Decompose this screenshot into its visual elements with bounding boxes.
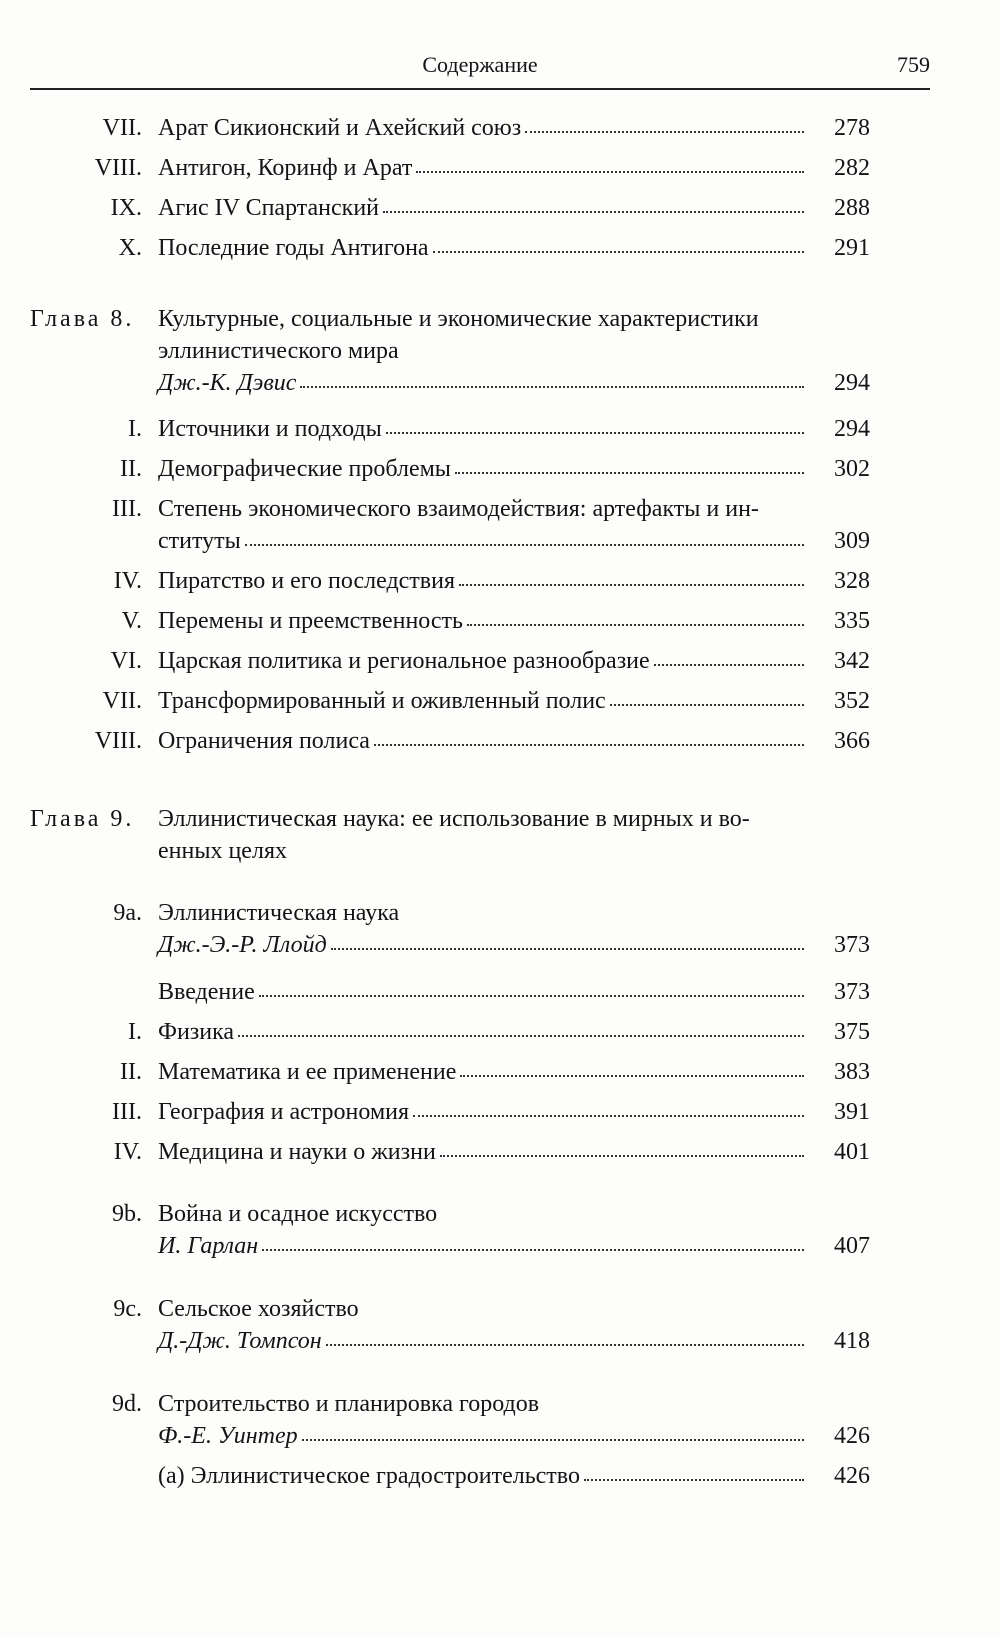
entry-page: 375 [834, 1019, 870, 1045]
section-number: 9c. [113, 1296, 142, 1322]
leader-dots [238, 1015, 804, 1037]
chapter-title: Эллинистическая наука: ее использование в мирных и во- [158, 806, 750, 832]
toc-entry[interactable] [0, 453, 1000, 489]
entry-title: Введение [158, 979, 255, 1005]
leader-dots [654, 644, 804, 666]
entry-page: 328 [834, 568, 870, 594]
leader-dots [331, 928, 804, 950]
entry-title: Арат Сикионский и Ахейский союз [158, 115, 522, 141]
entry-number: VII. [102, 688, 142, 714]
entry-page: 407 [834, 1233, 870, 1259]
entry-title: Антигон, Коринф и Арат [158, 155, 413, 181]
leader-dots [383, 191, 804, 213]
entry-title: Агис IV Спартанский [158, 195, 380, 221]
entry-page: 352 [834, 688, 870, 714]
entry-title: География и астрономия [158, 1099, 410, 1125]
toc-author-entry[interactable] [0, 1420, 1000, 1456]
entry-number: II. [120, 1059, 142, 1085]
entry-title: Ограничения полиса [158, 728, 370, 754]
entry-number: III. [112, 1099, 142, 1125]
entry-number: VIII. [94, 728, 142, 754]
leader-dots [300, 366, 804, 388]
entry-page: 278 [834, 115, 870, 141]
leader-dots [413, 1095, 804, 1117]
entry-page: 302 [834, 456, 870, 482]
entry-number: V. [121, 608, 142, 634]
leader-dots [386, 412, 804, 434]
entry-page: 426 [834, 1463, 870, 1489]
leader-dots [302, 1419, 804, 1441]
toc-entry[interactable] [0, 1460, 1000, 1496]
entry-title-cont: ституты [158, 528, 241, 554]
chapter-heading[interactable] [0, 303, 1000, 339]
entry-title: Перемены и преемственность [158, 608, 463, 634]
toc-author-entry[interactable] [0, 1230, 1000, 1266]
running-header [30, 48, 930, 90]
toc-entry[interactable] [0, 232, 1000, 268]
entry-number: IV. [113, 568, 142, 594]
toc-entry[interactable] [0, 976, 1000, 1012]
header-title: Содержание [422, 52, 538, 77]
toc-author-entry[interactable] [0, 367, 1000, 403]
leader-dots [259, 975, 804, 997]
entry-title: Степень экономического взаимодействия: артефакты и ин- [158, 496, 759, 522]
entry-page: 294 [834, 370, 870, 396]
entry-number: III. [112, 496, 142, 522]
leader-dots [416, 151, 804, 173]
entry-number: IV. [113, 1139, 142, 1165]
entry-page: 291 [834, 235, 870, 261]
entry-title: Математика и ее применение [158, 1059, 457, 1085]
entry-page: 418 [834, 1328, 870, 1354]
toc-author-entry[interactable] [0, 929, 1000, 965]
entry-title: (a) Эллинистическое градостроительство [158, 1463, 580, 1489]
chapter-title-cont: эллинистического мира [158, 338, 399, 364]
section-title: Строительство и планировка городов [158, 1391, 540, 1417]
leader-dots [467, 604, 804, 626]
leader-dots [460, 1055, 804, 1077]
toc-entry[interactable] [0, 152, 1000, 188]
toc-entry[interactable] [0, 685, 1000, 721]
entry-page: 309 [834, 528, 870, 554]
entry-page: 294 [834, 416, 870, 442]
entry-number: VII. [102, 115, 142, 141]
entry-number: VI. [110, 648, 142, 674]
entry-title: Пиратство и его последствия [158, 568, 456, 594]
author-name: И. Гарлан [158, 1233, 259, 1259]
leader-dots [262, 1229, 804, 1251]
chapter-heading[interactable] [0, 803, 1000, 839]
entry-title: Царская политика и региональное разнообразие [158, 648, 650, 674]
author-name: Дж.-К. Дэвис [158, 370, 297, 396]
entry-page: 383 [834, 1059, 870, 1085]
chapter-heading-cont [0, 835, 1000, 871]
leader-dots [374, 724, 804, 746]
toc-entry[interactable] [0, 1096, 1000, 1132]
section-number: 9d. [112, 1391, 142, 1417]
leader-dots [245, 524, 804, 546]
toc-entry[interactable] [0, 725, 1000, 761]
author-name: Д.-Дж. Томпсон [158, 1328, 322, 1354]
section-title: Война и осадное искусство [158, 1201, 438, 1227]
section-title: Эллинистическая наука [158, 900, 400, 926]
entry-page: 342 [834, 648, 870, 674]
header-page-number: 759 [897, 52, 930, 77]
toc-entry[interactable] [0, 645, 1000, 681]
entry-number: VIII. [94, 155, 142, 181]
entry-page: 391 [834, 1099, 870, 1125]
leader-dots [525, 111, 804, 133]
leader-dots [459, 564, 804, 586]
chapter-number: Глава 8. [30, 306, 135, 332]
entry-page: 373 [834, 932, 870, 958]
section-title: Сельское хозяйство [158, 1296, 359, 1322]
entry-number: X. [118, 235, 142, 261]
toc-entry[interactable] [0, 565, 1000, 601]
entry-number: I. [128, 416, 142, 442]
entry-title: Демографические проблемы [158, 456, 451, 482]
leader-dots [584, 1459, 804, 1481]
entry-number: I. [128, 1019, 142, 1045]
leader-dots [610, 684, 804, 706]
leader-dots [455, 452, 804, 474]
leader-dots [433, 231, 804, 253]
leader-dots [440, 1135, 804, 1157]
section-number: 9a. [113, 900, 142, 926]
entry-page: 366 [834, 728, 870, 754]
leader-dots [326, 1324, 804, 1346]
entry-number: II. [120, 456, 142, 482]
entry-title: Физика [158, 1019, 235, 1045]
entry-title: Последние годы Антигона [158, 235, 429, 261]
author-name: Дж.-Э.-Р. Ллойд [158, 932, 327, 958]
entry-title: Трансформированный и оживленный полис [158, 688, 606, 714]
entry-page: 373 [834, 979, 870, 1005]
entry-title: Источники и подходы [158, 416, 382, 442]
chapter-title: Культурные, социальные и экономические характеристики [158, 306, 759, 332]
toc-entry[interactable] [0, 413, 1000, 449]
toc-entry[interactable] [0, 1056, 1000, 1092]
author-name: Ф.-Е. Уинтер [158, 1423, 298, 1449]
toc-entry[interactable] [0, 1136, 1000, 1172]
entry-page: 282 [834, 155, 870, 181]
toc-author-entry[interactable] [0, 1325, 1000, 1361]
entry-number: IX. [110, 195, 142, 221]
chapter-number: Глава 9. [30, 806, 135, 832]
entry-page: 426 [834, 1423, 870, 1449]
entry-page: 288 [834, 195, 870, 221]
chapter-title-cont: енных целях [158, 838, 287, 864]
entry-title: Медицина и науки о жизни [158, 1139, 436, 1165]
toc-entry[interactable] [0, 605, 1000, 641]
entry-page: 335 [834, 608, 870, 634]
section-number: 9b. [112, 1201, 142, 1227]
toc-entry[interactable] [0, 192, 1000, 228]
toc-entry-cont[interactable] [0, 525, 1000, 561]
entry-page: 401 [834, 1139, 870, 1165]
toc-entry[interactable] [0, 112, 1000, 148]
toc-entry[interactable] [0, 1016, 1000, 1052]
